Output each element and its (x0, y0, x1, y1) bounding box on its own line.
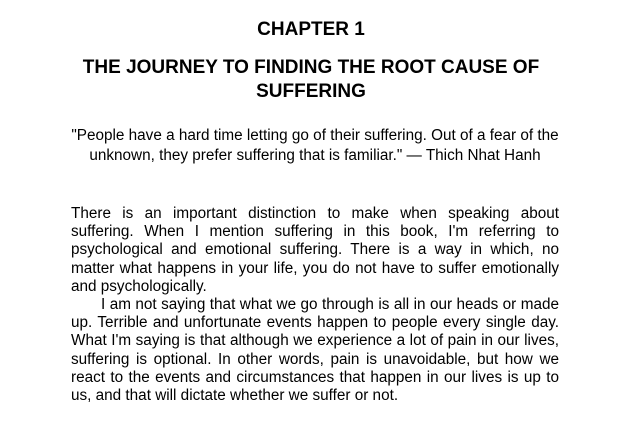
chapter-title: THE JOURNEY TO FINDING THE ROOT CAUSE OF SUFFERING (82, 57, 540, 102)
epigraph-quote: "People have a hard time letting go of their suffering. Out of a fear of the unknown, they prefer suffering that is familiar." — Thich Nhat Hanh (71, 127, 559, 164)
paragraph-2: I am not saying that what we go through is all in our heads or made up. Terrible and unfortunate events happen to people every single day. What I'm saying is that although we experience a lot of pain in our lives, suffering is optional. In other words, pain is unavoidable, but how we react to the events and circumstances that happen in our lives is up to us, and that will dictate whether we suffer or not. (71, 296, 559, 405)
body-text (71, 205, 559, 405)
chapter-label: CHAPTER 1 (257, 19, 365, 40)
paragraph-1: There is an important distinction to make when speaking about suffering. When I mention suffering in this book, I'm referring to psychological and emotional suffering. There is a way in which, no matter what happens in your life, you do not have to suffer emotionally and psychologically. (71, 205, 559, 295)
